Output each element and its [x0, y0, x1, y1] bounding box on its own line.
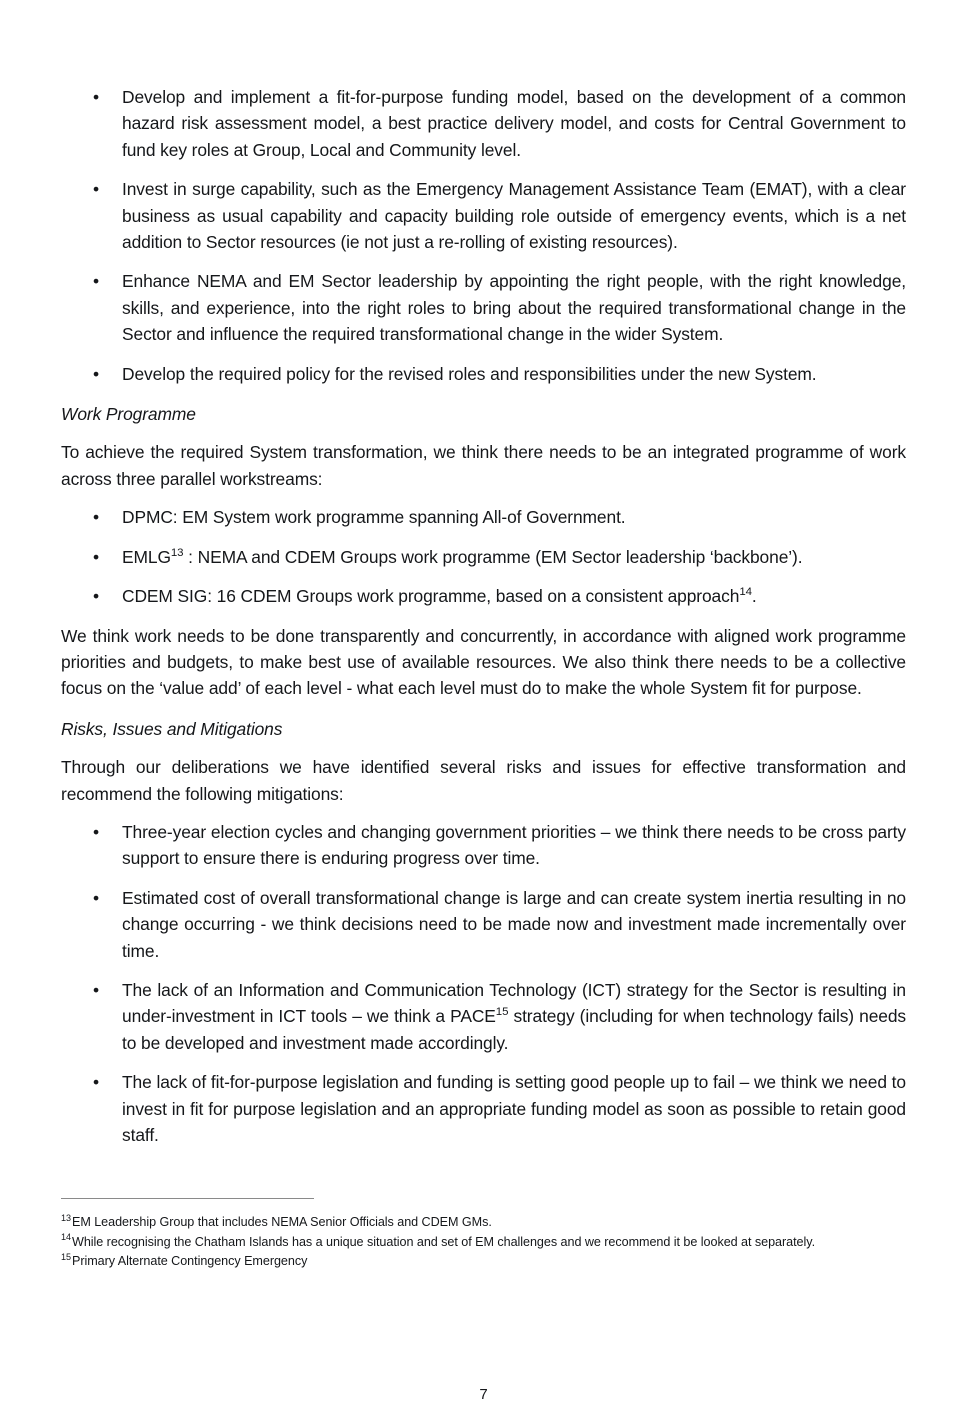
list-item-text-cont: .	[751, 586, 757, 607]
work-programme-intro-paragraph: To achieve the required System transformation, we think there needs to be an integrated programme of work across three parallel workstreams:	[61, 442, 906, 489]
bullet-dot-icon: •	[93, 271, 99, 292]
list-item-text: The lack of an Information and Communication Technology (ICT) strategy for the Sector is resulting in under-investment in ICT tools – we think a PACE	[122, 979, 906, 1027]
bullet-dot-icon: •	[93, 87, 99, 107]
list-item	[61, 583, 906, 609]
risks-bullet-list	[61, 819, 906, 1148]
list-item-text: CDEM SIG: 16 CDEM Groups work programme, based on a consistent approach	[122, 586, 740, 607]
footnote-15	[61, 1252, 906, 1272]
footnote-marker-15: 15	[61, 1252, 71, 1262]
list-item-text-cont: : NEMA and CDEM Groups work programme (EM Sector leadership ‘backbone’).	[183, 546, 803, 567]
list-item	[61, 1069, 906, 1148]
list-item	[61, 176, 906, 255]
bullet-dot-icon: •	[93, 887, 99, 908]
list-item-text: Invest in surge capability, such as the Emergency Management Assistance Team (EMAT), with a clear business as usual capability and capacity building role outside of emergency events, which is a net addition to Sector resources (ie not just a re-rolling of existing resources).	[122, 179, 906, 253]
list-item	[61, 268, 906, 347]
risks-intro-paragraph: Through our deliberations we have identified several risks and issues for effective transformation and recommend the following mitigations:	[61, 757, 906, 804]
footnote-separator-rule	[61, 1198, 314, 1199]
list-item-text: Develop and implement a fit-for-purpose funding model, based on the development of a common hazard risk assessment model, a best practice delivery model, and costs for Central Government to fund key roles at Group, Local and Community level.	[122, 87, 906, 160]
work-programme-bullet-list	[61, 504, 906, 609]
bullet-dot-icon: •	[93, 586, 99, 607]
spacer	[61, 610, 906, 623]
footnote-reference-13[interactable]: 13	[170, 546, 184, 559]
list-item-text: EMLG	[122, 546, 171, 567]
list-item	[61, 885, 906, 964]
bullet-dot-icon: •	[93, 1072, 99, 1093]
list-item	[61, 361, 906, 387]
list-item-text: Develop the required policy for the revised roles and responsibilities under the new System.	[122, 363, 817, 384]
list-item	[61, 977, 906, 1056]
section-heading-risks: Risks, Issues and Mitigations	[61, 718, 283, 739]
footnote-reference-15[interactable]: 15	[495, 1006, 509, 1019]
footnote-13	[61, 1213, 906, 1233]
bullet-dot-icon: •	[93, 179, 99, 200]
list-item-text: The lack of fit-for-purpose legislation and funding is setting good people up to fail – we think we need to invest in fit for purpose legislation and an appropriate funding model as soon as possible to retain good staff.	[122, 1072, 906, 1145]
footnote-marker-14: 14	[61, 1232, 71, 1243]
list-item	[61, 504, 906, 530]
work-programme-closing-paragraph: We think work needs to be done transparently and concurrently, in accordance with aligned work programme priorities and budgets, to make best use of available resources. We also think there needs to be a collective focus on the ‘value add’ of each level - what each level must do to make the whole System fit for purpose.	[61, 625, 906, 699]
footnote-marker-13: 13	[61, 1212, 71, 1223]
footnote-text: EM Leadership Group that includes NEMA Senior Officials and CDEM GMs.	[71, 1215, 492, 1229]
list-item-text: Enhance NEMA and EM Sector leadership by appointing the right people, with the right knowledge, skills, and experience, into the right roles to bring about the required transformational change in the Sector and influence the required transformational change in the wider System.	[122, 271, 906, 345]
page-number: 7	[479, 1386, 488, 1402]
section-heading-work-programme: Work Programme	[61, 404, 196, 425]
footnote-text: While recognising the Chatham Islands has a unique situation and set of EM challenges and we recommend it be looked at separately.	[71, 1234, 816, 1249]
bullet-dot-icon: •	[93, 979, 99, 1000]
footnote-reference-14[interactable]: 14	[739, 586, 752, 599]
footnotes-section	[61, 1198, 906, 1272]
recommendation-bullet-list	[61, 84, 906, 387]
footnote-text: Primary Alternate Contingency Emergency	[71, 1254, 308, 1269]
bullet-dot-icon: •	[93, 507, 99, 528]
list-item	[61, 819, 906, 872]
list-item	[61, 544, 906, 570]
list-item-text: Estimated cost of overall transformational change is large and can create system inertia resulting in no change occurring - we think decisions need to be made now and investment made incrementally over time.	[122, 887, 906, 961]
bullet-dot-icon: •	[93, 546, 99, 567]
list-item-text: DPMC: EM System work programme spanning All-of Government.	[122, 507, 626, 528]
footnote-14	[61, 1233, 906, 1253]
list-item-text-cont: strategy (including for when technology fails) needs to be developed and investment made accordingly.	[122, 1006, 906, 1053]
list-item-text: Three-year election cycles and changing government priorities – we think there needs to be cross party support to ensure there is enduring progress over time.	[122, 821, 906, 869]
bullet-dot-icon: •	[93, 821, 99, 842]
page-content	[61, 84, 906, 1148]
bullet-dot-icon: •	[93, 363, 99, 384]
list-item	[61, 84, 906, 163]
